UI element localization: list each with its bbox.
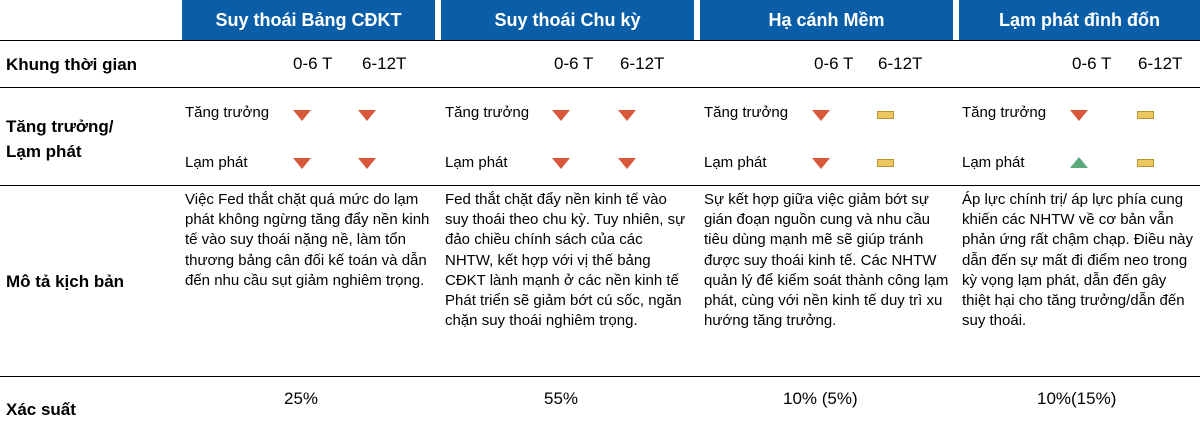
scenario-header-4: Lạm phát đình đốn xyxy=(959,0,1200,40)
period-label: 0-6 T xyxy=(1072,54,1112,73)
row-label-description: Mô tả kịch bản xyxy=(6,272,125,291)
scenario-header-1: Suy thoái Bảng CĐKT xyxy=(182,0,435,40)
indicator-label-inflation: Lạm phát xyxy=(445,154,508,171)
period-label: 6-12T xyxy=(620,54,665,73)
indicator-label-growth: Tăng trưởng xyxy=(704,104,789,121)
row-label-probability: Xác suất xyxy=(6,400,76,419)
period-label: 6-12T xyxy=(878,54,923,73)
period-label: 0-6 T xyxy=(814,54,854,73)
indicator-label-inflation: Lạm phát xyxy=(185,154,248,171)
row-label-growth-inflation-2: Lạm phát xyxy=(6,142,82,161)
down-arrow-icon xyxy=(552,110,570,121)
scenario-probability-4: 10%(15%) xyxy=(1037,389,1117,408)
down-arrow-icon xyxy=(1070,110,1088,121)
down-arrow-icon xyxy=(618,110,636,121)
down-arrow-icon xyxy=(618,158,636,169)
divider xyxy=(0,40,1200,41)
scenario-description-1: Việc Fed thắt chặt quá mức do lạm phát không ngừng tăng đẩy nền kinh tế vào suy thoái nặng nề, làm tổn thương bảng cân đối kế toán và dẫn đến nhu cầu sụt giảm nghiêm trọng. xyxy=(185,191,430,289)
period-label: 0-6 T xyxy=(293,54,333,73)
period-label: 6-12T xyxy=(362,54,407,73)
down-arrow-icon xyxy=(552,158,570,169)
flat-dash-icon xyxy=(1137,159,1154,167)
indicator-label-growth: Tăng trưởng xyxy=(445,104,530,121)
indicator-label-inflation: Lạm phát xyxy=(962,154,1025,171)
indicator-label-growth: Tăng trưởng xyxy=(962,104,1047,121)
row-label-growth-inflation-1: Tăng trưởng/ xyxy=(6,117,114,136)
period-label: 6-12T xyxy=(1138,54,1183,73)
flat-dash-icon xyxy=(877,111,894,119)
down-arrow-icon xyxy=(812,158,830,169)
scenario-description-2: Fed thắt chặt đẩy nền kinh tế vào suy thoái theo chu kỳ. Tuy nhiên, sự đảo chiều chính sách của các NHTW, kết hợp với vị thế bảng CĐKT lành mạnh ở các nền kinh tế Phát triển sẽ giảm bớt cú sốc, ngăn chặn suy thoái nghiêm trọng. xyxy=(445,191,686,330)
down-arrow-icon xyxy=(812,110,830,121)
scenario-description-3: Sự kết hợp giữa việc giảm bớt sự gián đoạn nguồn cung và nhu cầu tiêu dùng mạnh mẽ sẽ giúp tránh được suy thoái kinh tế. Các NHTW quản lý để kiểm soát thành công lạm phát, cùng với nền kinh tế duy trì xu hướng tăng trưởng. xyxy=(704,191,949,330)
scenario-probability-3: 10% (5%) xyxy=(783,389,858,408)
up-arrow-icon xyxy=(1070,157,1088,168)
indicator-label-growth: Tăng trưởng xyxy=(185,104,270,121)
scenario-description-4: Áp lực chính trị/ áp lực phía cung khiến các NHTW về cơ bản vẫn phản ứng rất chậm chạp. Điều này dẫn đến sự mất đi điểm neo trong kỳ vọng lạm phát, dẫn đến gây thiệt hại cho tăng trưởng/dẫn đến suy thoái. xyxy=(962,191,1194,330)
indicator-label-inflation: Lạm phát xyxy=(704,154,767,171)
down-arrow-icon xyxy=(358,110,376,121)
divider xyxy=(0,376,1200,377)
flat-dash-icon xyxy=(1137,111,1154,119)
scenario-probability-1: 25% xyxy=(284,389,319,408)
period-label: 0-6 T xyxy=(554,54,594,73)
down-arrow-icon xyxy=(293,110,311,121)
scenario-header-2: Suy thoái Chu kỳ xyxy=(441,0,694,40)
row-label-timeframe: Khung thời gian xyxy=(6,55,138,74)
divider xyxy=(0,185,1200,186)
down-arrow-icon xyxy=(293,158,311,169)
down-arrow-icon xyxy=(358,158,376,169)
flat-dash-icon xyxy=(877,159,894,167)
scenario-probability-2: 55% xyxy=(544,389,579,408)
divider xyxy=(0,87,1200,88)
scenario-header-3: Hạ cánh Mềm xyxy=(700,0,953,40)
